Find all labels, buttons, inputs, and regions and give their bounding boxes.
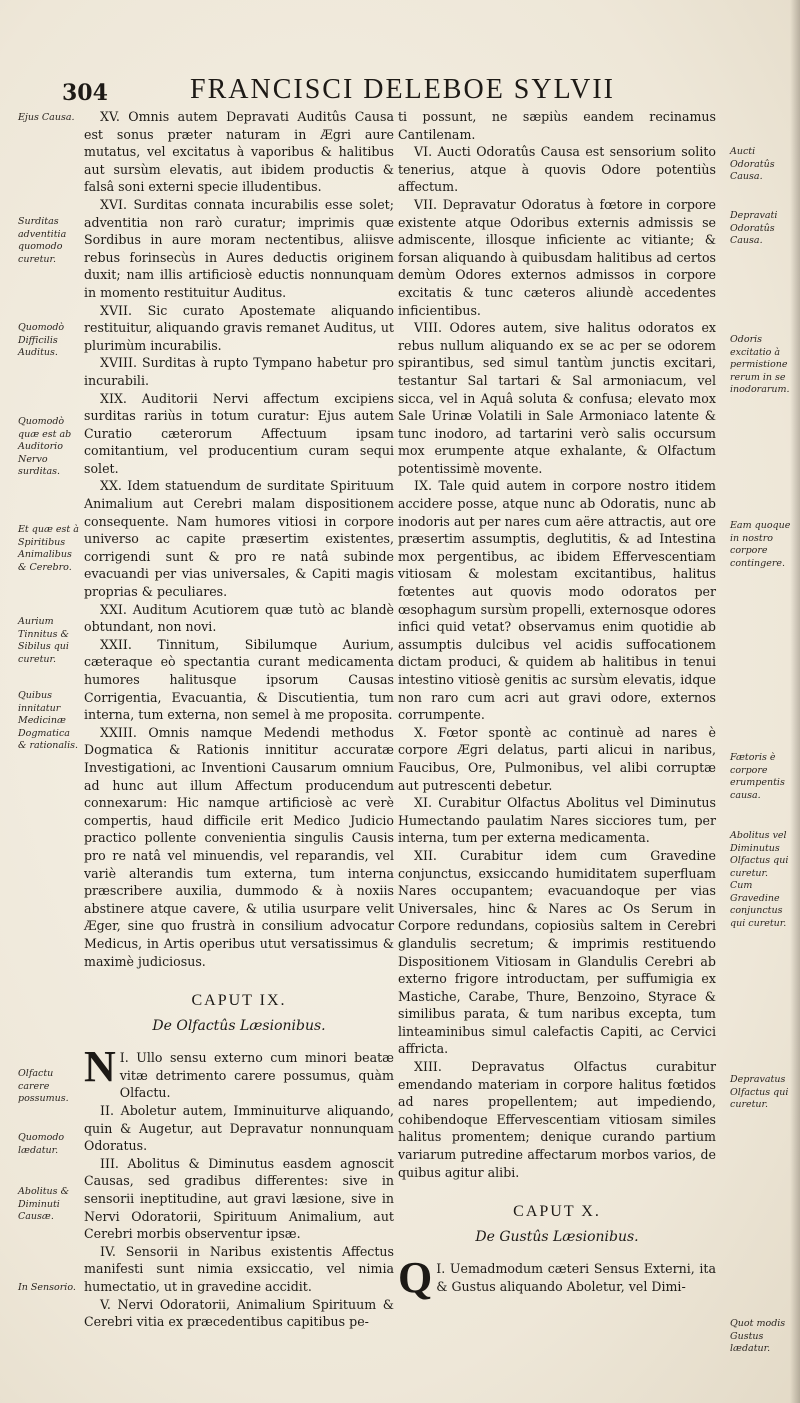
margin-note: Surditas adventitia quomodo curetur. — [18, 216, 67, 265]
margin-note: Aurium Tinnitus & Sibilus qui curetur. — [18, 616, 69, 665]
margin-note: In Sensorio. — [18, 1282, 76, 1293]
paragraph: IX. Tale quid autem in corpore nostro itidem accidere posse, atque nunc ab Odoratis, nunc ab inodoris aut per nares cum aëre attractis, aut ore præsertim assumptis, deglutitis, & ad Intestina mox pergentibus, ac ibidem Effervescentiam vitiosam & molestam excitantibus, halitus fœtentes aut quovis modo odoratos per œsophagum sursùm propelli, externosque odores infici quid vetat? observamus enim quotidie ab assumptis dulcibus vel acidis suffocationem dictam produci, & quidem ab halitibus in tenui intestino vitiosè genitis ac sursùm elevatis, idque non raro cum acri aut gravi odore, externos corrumpente. — [398, 478, 716, 723]
margin-note: Quomodò quæ est ab Auditorio Nervo surditas. — [18, 416, 72, 477]
margin-note: Quomodò Difficilis Auditus. — [18, 322, 65, 358]
margin-note: Eam quoque in nostro corpore contingere. — [730, 520, 791, 569]
paragraph-text: I. Uemadmodum cæteri Sensus Externi, ita & Gustus aliquando Aboletur, vel Dimi- — [436, 1261, 716, 1294]
paragraph: XIII. Depravatus Olfactus curabitur emendando materiam in corpore halitus fœtidos ad nares propellentem; aut impediendo, cohibendoque Effervescentiam vitiosam similes halitus promentem; denique curando partium variarum putredine affectarum morbos varios, de quibus agitur alibi. — [398, 1059, 716, 1180]
paragraph: XXII. Tinnitum, Sibilumque Aurium, cæteraque eò spectantia curant medicamenta humores halitusque ipsorum Causas Corrigentia, Evacuantia, & Discutientia, tum interna, tum externa, non semel à me proposita. — [84, 636, 394, 723]
paragraph: XXIII. Omnis namque Medendi methodus Dogmatica & Rationis innititur accuratæ Investigationi, ac Inventioni Causarum omnium ad hunc aut illum Affectum producendum connexarum: Hic namque artificiosè ac verè compertis, haud difficile erit Medico Judicio practico pollente convenientia singulis Causis pro re natâ vel minuendis, vel reparandis, vel variè alterandis tum externa, tum interna præscribere auxilia, dummodo & à noxiis abstinere atque cavere, & utilia usurpare velit Æger, sine quo frustrà in consilium advocatur Medicus, in Artis operibus utut versatissimus & maximè judiciosus. — [84, 724, 394, 969]
paragraph — [398, 1253, 716, 1303]
paragraph: VIII. Odores autem, sive halitus odoratos ex rebus nullum aliquando ex se ac per se odorem spirantibus, sed simul tantùm junctis excitari, testantur Sal tartari & Sal armoniacum, vel sicca, vel in Aquâ soluta & confusa; elevato mox Sale Urinæ Volatili in Sale Armoniaco latente & tunc inodoro, ad tartarini verò salis occursum mox erumpente atque exhalante, & Olfactum potentissimè movente. — [398, 320, 716, 476]
paragraph: VII. Depravatur Odoratus à fœtore in corpore existente atque Odoribus externis admissis se admiscente, illosque inficiente ac vitiante; & forsan aliquando à quibusdam halitibus ad certos demùm Odores externos admissos in corpore excitatis & tunc cæteros aliundè accedentes inficientibus. — [398, 196, 716, 318]
paragraph: XXI. Auditum Acutiorem quæ tutò ac blandè obtundant, non novi. — [84, 601, 394, 635]
paragraph-text: I. Ullo sensu externo cum minori beatæ vitæ detrimento carere possumus, quàm Olfactu. — [119, 1050, 394, 1101]
paragraph — [84, 1042, 394, 1102]
paragraph: IV. Sensorii in Naribus existentis Affectus manifesti sunt nimia exsiccatio, vel nimia humectatio, ut in gravedine accidit. — [84, 1243, 394, 1294]
paragraph: XX. Idem statuendum de surditate Spirituum Animalium aut Cerebri malam dispositionem consequente. Nam humores vitiosi in corpore universo ac capite præsertim existentes, corrigendi sunt & pro re natâ subinde evacuandi per vias universales, & Capiti magis proprias & peculiares. — [84, 478, 394, 600]
right-text-column — [398, 108, 716, 1303]
page-number: 304 — [62, 80, 108, 106]
margin-note: Depravati Odoratûs Causa. — [730, 210, 778, 246]
running-title: FRANCISCI DELEBOE SYLVII — [190, 74, 615, 105]
margin-note: Quibus innitatur Medicinæ Dogmatica & rationalis. — [18, 690, 79, 751]
paragraph: X. Fœtor spontè ac continuè ad nares è corpore Ægri delatus, parti alicui in naribus, Faucibus, Ore, Pulmonibus, vel alibi corruptæ aut putrescenti debetur. — [398, 724, 716, 793]
paragraph: XII. Curabitur idem cum Gravedine conjunctus, exsiccando humiditatem superfluam Nares occupantem; evacuandoque per vias Universales, hinc & Nares ac Os Serum in Corpore redundans, copiosiùs saltem in Cerebri glandulis secretum; & imprimis restituendo Dispositionem Vitiosam in Glandulis Cerebri ab externo frigore introductam, per suffumigia ex Mastiche, Carabe, Thure, Benzoino, Styrace & similibus parata, & tum naribus excepta, tum linteaminibus simul calefactis Capiti, ac Cervici affricta. — [398, 847, 716, 1057]
margin-note: Aucti Odoratûs Causa. — [730, 146, 775, 182]
paragraph: III. Abolitus & Diminutus easdem agnoscit Causas, sed gradibus differentes: sive in sensorii ineptitudine, aut gravi læsione, sive in Nervi Odoratorii, Spirituum Animalium, aut Cerebri morbis observentur ipsæ. — [84, 1155, 394, 1242]
chapter-heading: CAPUT X. — [513, 1203, 601, 1221]
margin-note: Quomodo lædatur. — [18, 1132, 65, 1156]
chapter-subtitle: De Olfactûs Læsionibus. — [152, 1017, 326, 1034]
paragraph: XVII. Sic curato Apostemate aliquando restituitur, aliquando gravis remanet Auditus, ut plurimùm incurabilis. — [84, 302, 394, 353]
paragraph: XIX. Auditorii Nervi affectum excipiens surditas rariùs in totum curatur: Ejus autem Curatio cæterorum Affectuum ipsam comitantium, vel producentium curam sequi solet. — [84, 390, 394, 476]
margin-note: Et quæ est à Spiritibus Animalibus & Cerebro. — [18, 524, 79, 573]
drop-cap: N — [84, 1042, 116, 1092]
chapter-heading: CAPUT IX. — [191, 992, 287, 1010]
margin-note: Depravatus Olfactus qui curetur. — [730, 1074, 789, 1110]
margin-note: Fætoris è corpore erumpentis causa. — [730, 752, 785, 801]
paragraph: XI. Curabitur Olfactus Abolitus vel Diminutus Humectando paulatim Nares sicciores tum, per interna, tum per externa medicamenta. — [398, 795, 716, 846]
margin-note: Abolitus & Diminuti Causæ. — [18, 1186, 70, 1222]
paragraph: XV. Omnis autem Depravati Auditûs Causa est sonus præter naturam in Ægri aure mutatus, vel excitatus à vaporibus & halitibus aut sursùm elevatis, aut ibidem productis & falsâ soni externi specie illudentibus. — [84, 109, 394, 195]
paragraph: XVIII. Surditas à rupto Tympano habetur pro incurabili. — [84, 355, 394, 388]
paragraph: ti possunt, ne sæpiùs eandem recinamus Cantilenam. — [398, 109, 716, 142]
drop-cap: Q — [398, 1253, 433, 1303]
paragraph: II. Aboletur autem, Imminuiturve aliquando, quin & Augetur, aut Depravatur nonnunquam Odoratus. — [84, 1103, 394, 1154]
chapter-subtitle: De Gustûs Læsionibus. — [475, 1228, 639, 1245]
left-text-column — [84, 108, 394, 1331]
margin-note: Olfactu carere possumus. — [18, 1068, 69, 1104]
paragraph: XVI. Surditas connata incurabilis esse solet; adventitia non rarò curatur; imprimis quæ Sordibus in aure moram nectentibus, aliisve rebus forinsecùs in Aures deductis originem duxit; nam illis artificiosè eductis nonnunquam in momento restituitur Auditus. — [84, 196, 394, 300]
paragraph: VI. Aucti Odoratûs Causa est sensorium solito tenerius, atque à quovis Odore potentiùs affectum. — [398, 144, 716, 195]
margin-note: Quot modis Gustus lædatur. — [730, 1318, 786, 1354]
paragraph: V. Nervi Odoratorii, Animalium Spirituum & Cerebri vitia ex præcedentibus capitibus pe- — [84, 1296, 394, 1330]
margin-note: Ejus Causa. — [18, 112, 75, 123]
margin-note: Odoris excitatio à permistione rerum in se inodorarum. — [730, 334, 790, 395]
margin-note: Abolitus vel Diminutus Olfactus qui curetur. Cum Gravedine conjunctus qui curetur. — [730, 830, 789, 929]
